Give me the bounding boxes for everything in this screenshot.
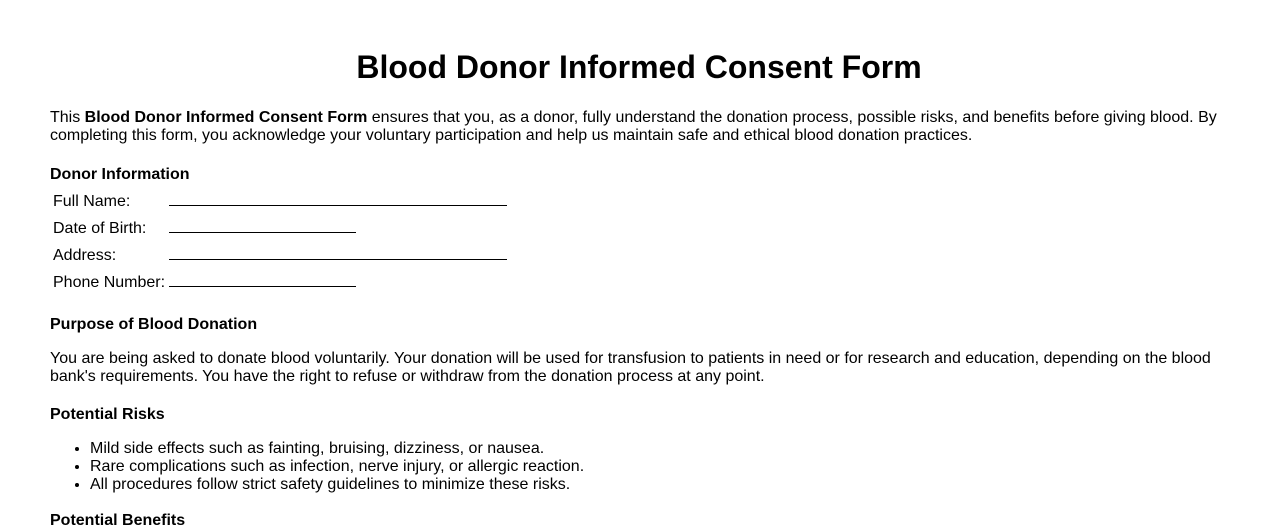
intro-prefix: This [50, 109, 85, 126]
field-row-date-of-birth [52, 214, 508, 239]
address-field[interactable] [169, 242, 507, 260]
full-name-field[interactable] [169, 188, 507, 206]
donor-information-table [50, 185, 510, 295]
field-label-full-name: Full Name: [53, 193, 131, 210]
purpose-heading: Purpose of Blood Donation [50, 316, 258, 333]
intro-paragraph [50, 109, 1228, 145]
date-of-birth-field[interactable] [169, 215, 356, 233]
benefits-heading: Potential Benefits [50, 512, 186, 529]
field-row-address [52, 241, 508, 266]
field-row-full-name [52, 187, 508, 212]
intro-bold-form-name: Blood Donor Informed Consent Form [84, 109, 368, 126]
list-item: • All procedures follow strict safety guidelines to minimize these risks. [90, 476, 1228, 494]
field-label-phone-number: Phone Number: [53, 274, 166, 291]
intro-suffix: ensures that you, as a donor, fully understand the donation process, possible risks, and benefits before giving blood. By completing this form, you acknowledge your voluntary participation and help us maintain safe and ethical blood donation practices. [50, 109, 1217, 144]
list-item: • Rare complications such as infection, nerve injury, or allergic reaction. [90, 458, 1228, 476]
donor-information-heading: Donor Information [50, 166, 190, 183]
field-label-date-of-birth: Date of Birth: [53, 220, 147, 237]
list-item: • Mild side effects such as fainting, bruising, dizziness, or nausea. [90, 440, 1228, 458]
risks-heading: Potential Risks [50, 406, 165, 423]
purpose-paragraph: You are being asked to donate blood voluntarily. Your donation will be used for transfusion to patients in need or for research and education, depending on the blood bank's requirements. You have the right to refuse or withdraw from the donation process at any point. [50, 350, 1211, 385]
page-title: Blood Donor Informed Consent Form [356, 49, 922, 85]
phone-number-field[interactable] [169, 269, 356, 287]
field-row-phone-number [52, 268, 508, 293]
field-label-address: Address: [53, 247, 117, 264]
risks-list [50, 440, 1228, 494]
